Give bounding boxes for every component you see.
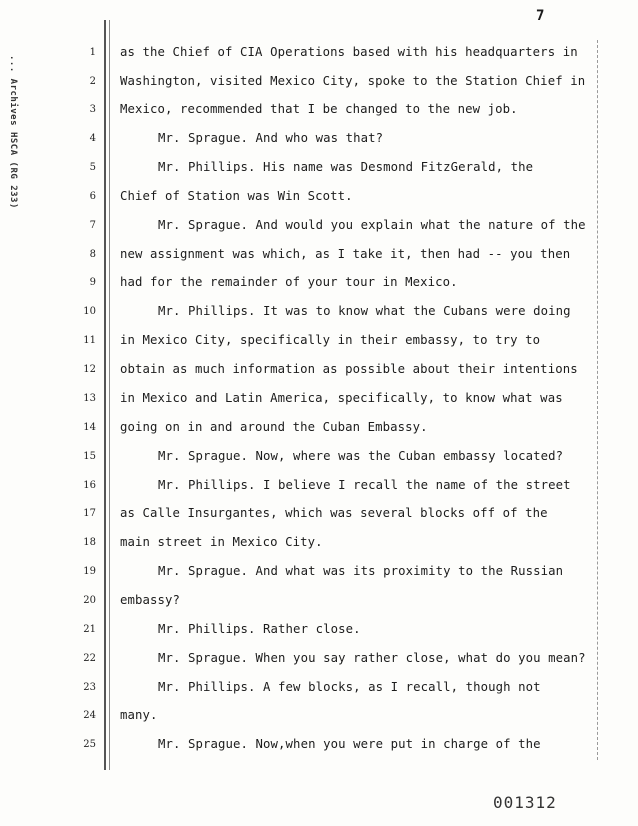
transcript-line: Mr. Sprague. Now,when you were put in charge of the (158, 737, 541, 751)
transcript-line: embassy? (120, 593, 181, 607)
transcript-line: going on in and around the Cuban Embassy. (120, 420, 428, 434)
transcript-line: Mr. Phillips. Rather close. (158, 622, 361, 636)
transcript-line: Washington, visited Mexico City, spoke to the Station Chief in (120, 74, 586, 88)
line-number: 20 (83, 595, 96, 606)
transcript-line: in Mexico City, specifically in their embassy, to try to (120, 333, 541, 347)
line-number: 12 (83, 364, 96, 375)
line-number: 9 (89, 277, 96, 288)
line-number: 11 (83, 335, 96, 346)
transcript-line: main street in Mexico City. (120, 535, 323, 549)
transcript-line: in Mexico and Latin America, specifically, to know what was (120, 391, 563, 405)
line-number: 4 (89, 133, 96, 144)
transcript-line: Mr. Sprague. And who was that? (158, 131, 384, 145)
transcript-line: Mr. Phillips. A few blocks, as I recall, though not (158, 680, 541, 694)
line-number: 15 (83, 451, 96, 462)
transcript-line: Mexico, recommended that I be changed to the new job. (120, 102, 518, 116)
line-number: 22 (83, 653, 96, 664)
transcript-line: as Calle Insurgantes, which was several blocks off of the (120, 506, 548, 520)
transcript-line: had for the remainder of your tour in Mexico. (120, 275, 458, 289)
transcript-line: new assignment was which, as I take it, then had -- you then (120, 247, 571, 261)
line-number: 1 (89, 47, 96, 58)
transcript-line: Mr. Sprague. When you say rather close, what do you mean? (158, 651, 586, 665)
transcript-line: Chief of Station was Win Scott. (120, 189, 353, 203)
line-number: 21 (83, 624, 96, 635)
line-number: 19 (83, 566, 96, 577)
line-number: 2 (89, 76, 96, 87)
line-number: 18 (83, 537, 96, 548)
document-id: 001312 (493, 793, 557, 812)
transcript-line: Mr. Sprague. And what was its proximity to the Russian (158, 564, 564, 578)
left-margin-rule (104, 20, 106, 770)
transcript-line: obtain as much information as possible about their intentions (120, 362, 578, 376)
transcript-line: Mr. Sprague. Now, where was the Cuban embassy located? (158, 449, 564, 463)
transcript-line: Mr. Phillips. His name was Desmond FitzGerald, the (158, 160, 534, 174)
line-number: 23 (83, 682, 96, 693)
page-number: 7 (536, 8, 545, 24)
line-number: 14 (83, 422, 96, 433)
line-number: 5 (89, 162, 96, 173)
left-margin-rule-inner (109, 20, 110, 770)
line-number: 24 (83, 710, 96, 721)
line-number: 3 (89, 104, 96, 115)
transcript-line: many. (120, 708, 158, 722)
line-number: 13 (83, 393, 96, 404)
line-number: 10 (83, 306, 96, 317)
transcript-line: Mr. Sprague. And would you explain what the nature of the (158, 218, 586, 232)
line-number: 8 (89, 249, 96, 260)
right-margin-rule (597, 40, 598, 760)
archive-stamp: ... Archives HSCA (RG 233) (8, 55, 18, 209)
transcript-line: Mr. Phillips. I believe I recall the name of the street (158, 478, 571, 492)
transcript-line: as the Chief of CIA Operations based with his headquarters in (120, 45, 578, 59)
transcript-line: Mr. Phillips. It was to know what the Cubans were doing (158, 304, 571, 318)
line-number: 25 (83, 739, 96, 750)
line-number: 7 (89, 220, 96, 231)
line-number: 6 (89, 191, 96, 202)
line-number: 16 (83, 480, 96, 491)
line-number: 17 (83, 508, 96, 519)
